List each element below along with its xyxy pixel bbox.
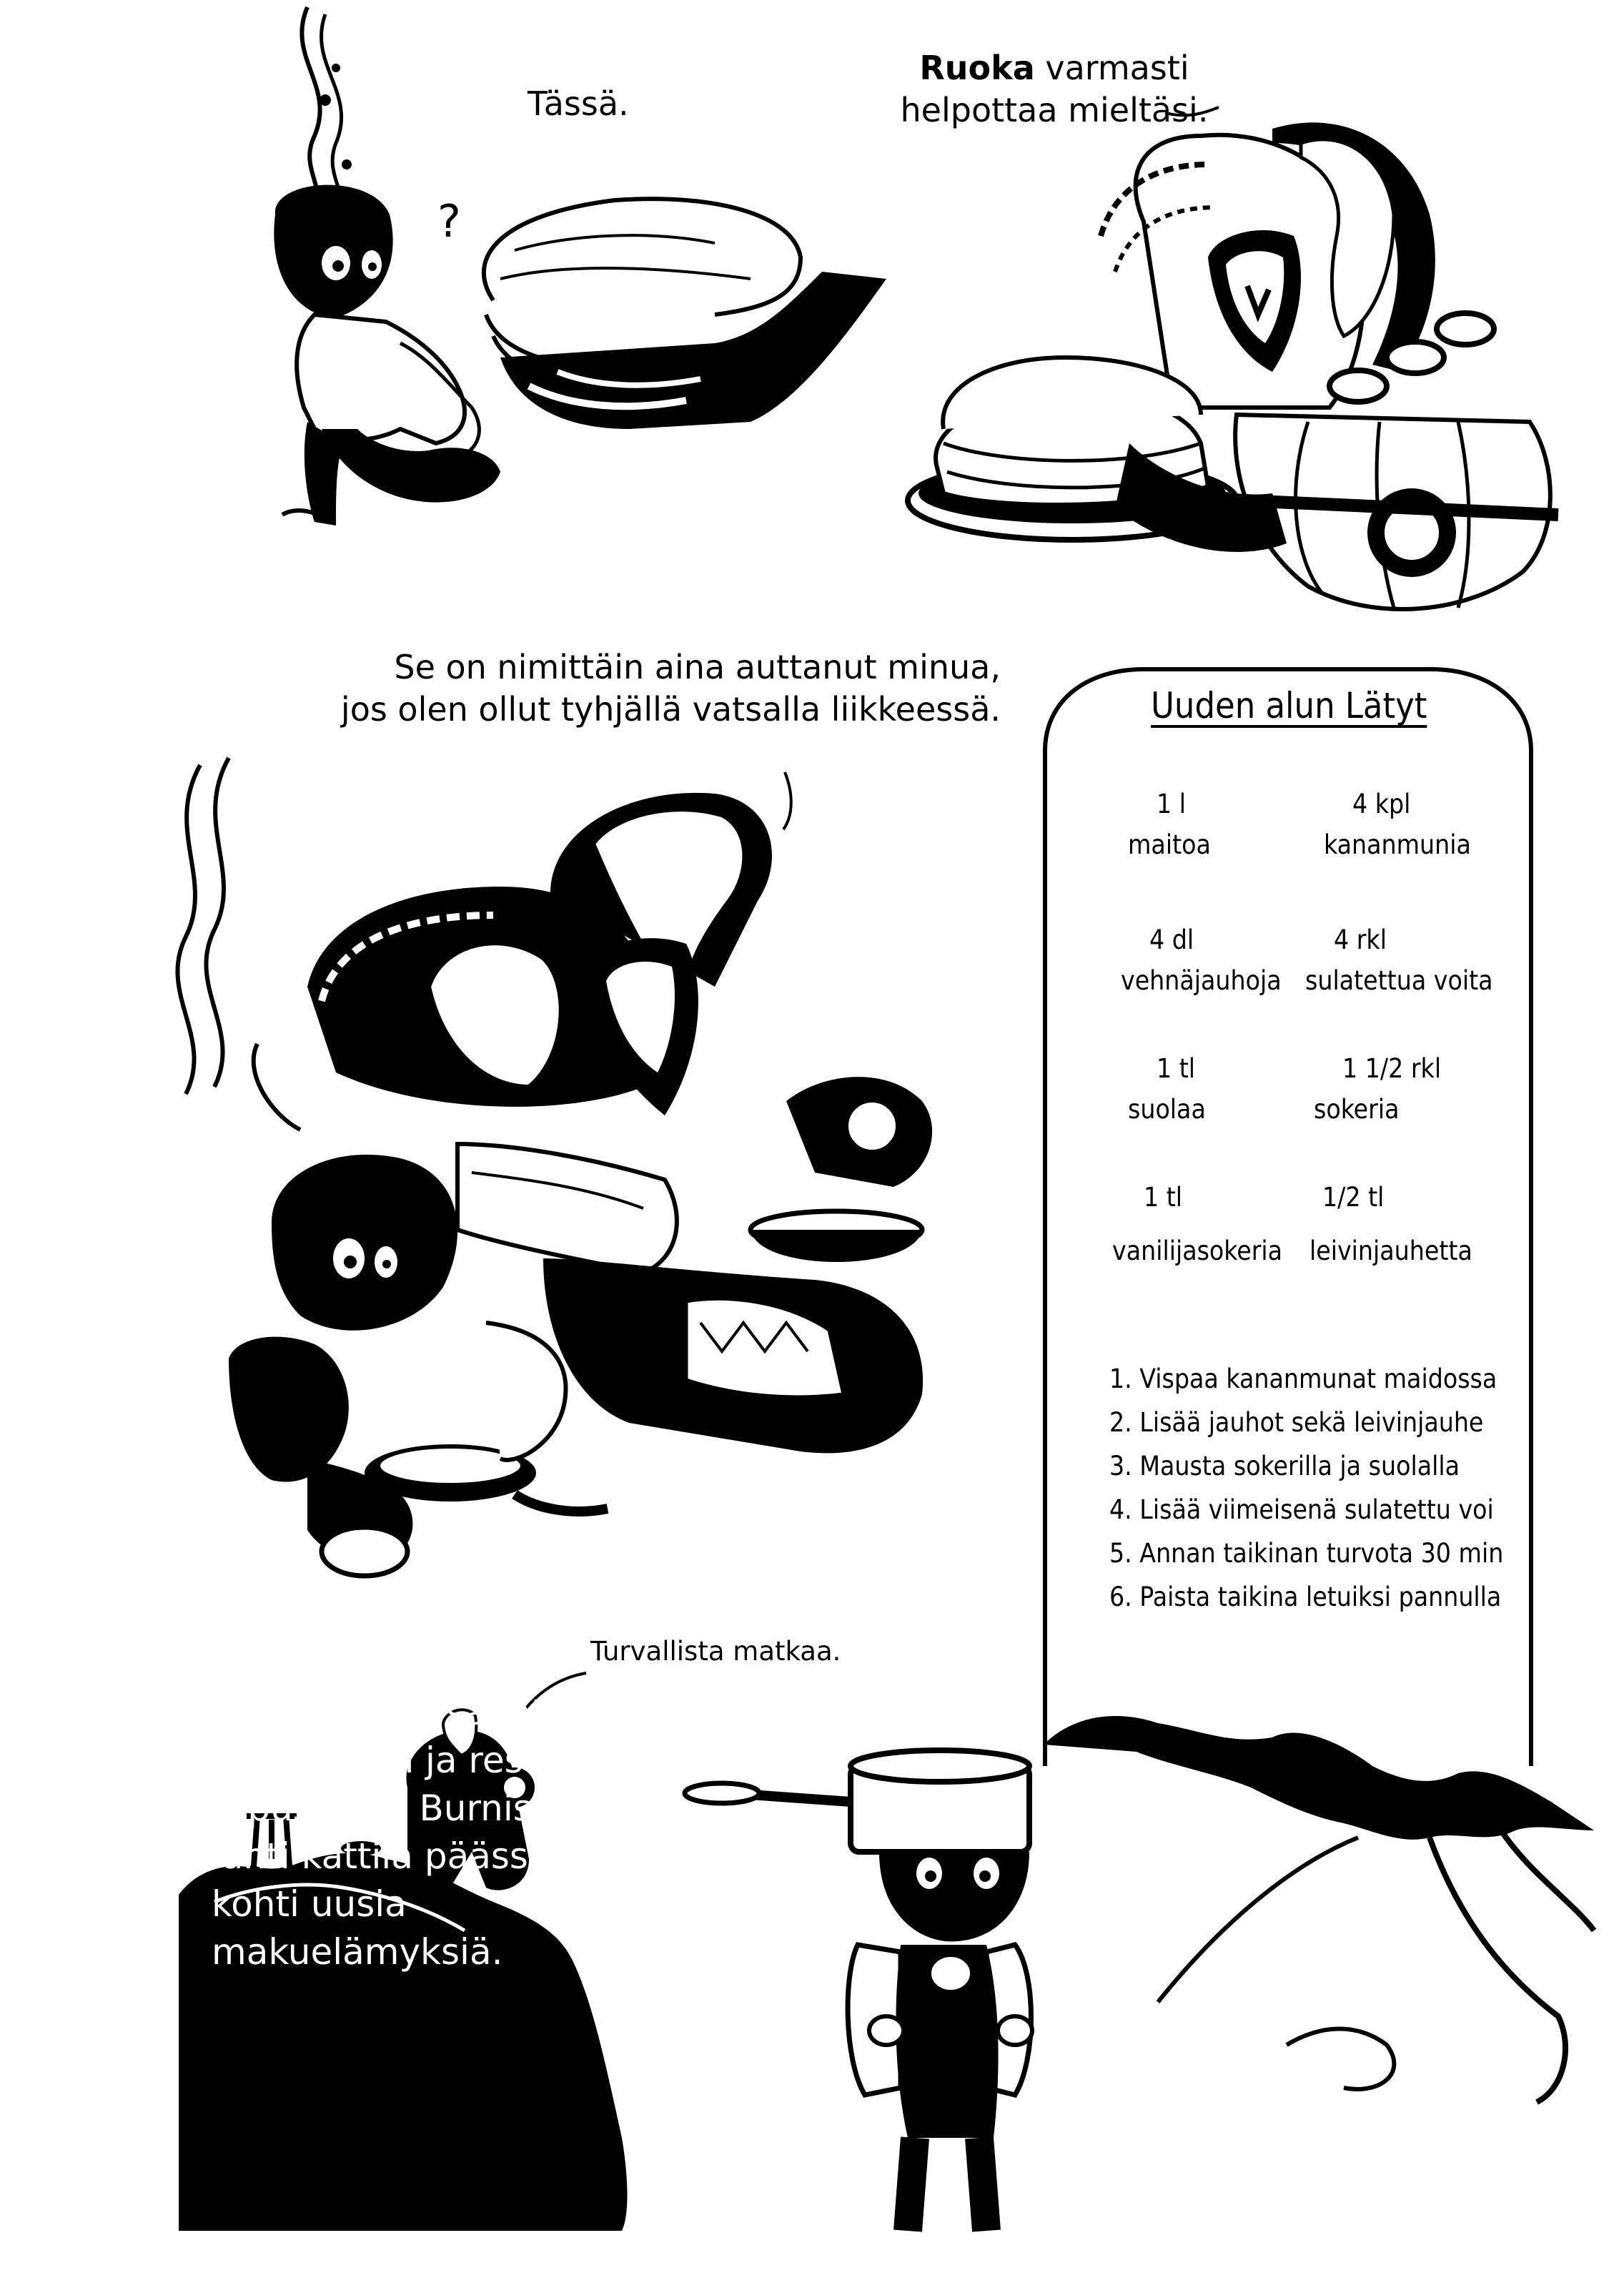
question-mark: ? (437, 195, 461, 247)
ingredient-amount: 1 l (1157, 789, 1186, 819)
speech-ruoka-emphasis: Ruoka (919, 49, 1035, 87)
ingredient-amount: 4 dl (1149, 924, 1194, 955)
narration-caption: Muukalaisen sanat mielessään ja resepti repussaan, Burnis lähti kattila päässä kohti uusia makuelämyksiä. (212, 1692, 592, 1973)
speech-nimittain-line2: jos olen ollut tyhjällä vatsalla liikkeessä. (340, 689, 1001, 729)
ingredient-name: vanilijasokeria (1112, 1236, 1283, 1267)
ingredient-vehnajauhoja (1121, 919, 1282, 1002)
ingredient-sokeria (1314, 1048, 1441, 1130)
recipe-step: 5. Annan taikinan turvota 30 min (1109, 1538, 1504, 1569)
ingredient-suolaa (1128, 1048, 1206, 1130)
ingredient-name: sulatettua voita (1305, 965, 1493, 997)
ingredient-amount: 1/2 tl (1322, 1182, 1385, 1213)
recipe-steps (1109, 1357, 1503, 1619)
ingredient-voita (1305, 919, 1493, 1002)
ingredient-amount: 4 kpl (1352, 789, 1411, 819)
ingredient-amount: 1 1/2 rkl (1342, 1053, 1442, 1084)
recipe-title: Uuden alun Lätyt (1151, 685, 1427, 726)
speech-ruoka-line2: helpottaa mieltäsi. (900, 90, 1209, 129)
ingredient-name: suolaa (1128, 1094, 1206, 1125)
ingredient-amount: 1 tl (1157, 1053, 1196, 1084)
recipe-step: 2. Lisää jauhot sekä leivinjauhe (1109, 1407, 1484, 1438)
ingredient-leivinjauhetta (1309, 1177, 1472, 1272)
recipe-step: 1. Vispaa kananmunat maidossa (1109, 1364, 1497, 1394)
ingredient-name: maitoa (1128, 829, 1211, 861)
ingredient-name: sokeria (1314, 1094, 1400, 1125)
panel-2-art (177, 758, 932, 1576)
ingredient-kananmunia (1324, 784, 1471, 866)
ingredient-amount: 4 rkl (1334, 924, 1387, 955)
recipe-step: 6. Paista taikina letuiksi pannulla (1109, 1582, 1502, 1612)
ingredient-name: vehnäjauhoja (1121, 965, 1282, 997)
speech-bubble-ruoka (886, 47, 1222, 132)
recipe-step: 4. Lisää viimeisenä sulatettu voi (1109, 1494, 1494, 1525)
ingredient-vanilijasokeria (1112, 1177, 1282, 1272)
ingredient-name: leivinjauhetta (1309, 1236, 1472, 1267)
speech-bubble-nimittain (286, 646, 1001, 731)
recipe-step: 3. Mausta sokerilla ja suolalla (1109, 1451, 1460, 1481)
ingredient-amount: 1 tl (1144, 1182, 1183, 1213)
ingredient-name: kananmunia (1324, 829, 1471, 861)
speech-ruoka-line1-rest: varmasti (1034, 49, 1189, 87)
speech-bubble-tassa: Tässä. (528, 84, 629, 123)
speech-nimittain-line1: Se on nimittäin aina auttanut minua, (394, 648, 1001, 686)
speech-bubble-turvallista: Turvallista matkaa. (590, 1636, 841, 1667)
ingredient-maitoa (1128, 784, 1211, 866)
